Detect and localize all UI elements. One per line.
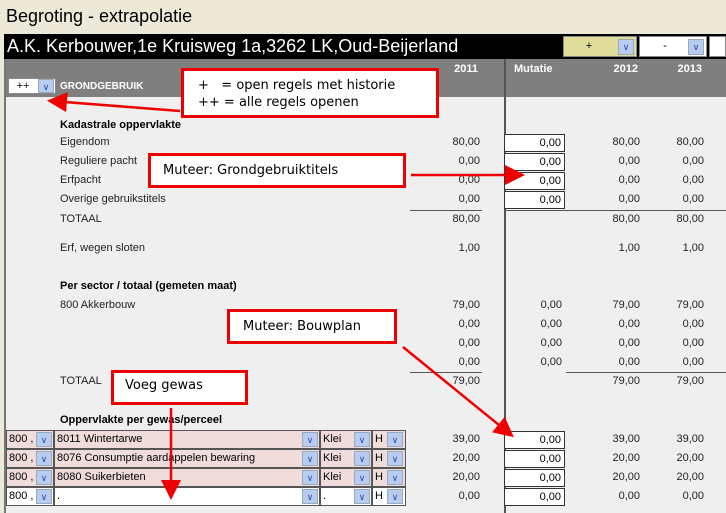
value-2012: 79,00: [612, 299, 640, 311]
chevron-down-icon[interactable]: ∨: [302, 451, 318, 466]
value-2013: 20,00: [676, 452, 704, 464]
value-2012: 0,00: [618, 356, 640, 368]
value-2011: 80,00: [452, 136, 480, 148]
code-select[interactable]: H: [372, 430, 406, 449]
sector-title: Per sector / totaal (gemeten maat): [60, 280, 237, 292]
chevron-down-icon[interactable]: ∨: [38, 79, 54, 93]
chevron-down-icon[interactable]: ∨: [36, 489, 52, 504]
crop-select[interactable]: 8011 Wintertarwe: [54, 430, 320, 449]
bouwplan-callout: Muteer: Bouwplan: [227, 309, 397, 344]
value-2012: 0,00: [618, 337, 640, 349]
chevron-down-icon[interactable]: ∨: [387, 489, 403, 504]
value-2013: 0,00: [682, 155, 704, 167]
chevron-down-icon[interactable]: ∨: [354, 451, 370, 466]
row-label: Reguliere pacht: [60, 155, 138, 167]
value-2013: 80,00: [676, 136, 704, 148]
value-2013: 0,00: [682, 174, 704, 186]
value-2013: 0,00: [682, 318, 704, 330]
value-2011: 0,00: [458, 174, 480, 186]
chevron-down-icon[interactable]: ∨: [354, 470, 370, 485]
total-2013: 80,00: [676, 213, 704, 225]
value-2013: 0,00: [682, 356, 704, 368]
mutatie-input[interactable]: 0,00: [504, 469, 565, 487]
row-label: 800 Akkerbouw: [60, 299, 136, 311]
value-2012: 80,00: [612, 136, 640, 148]
value-2013: 0,00: [682, 193, 704, 205]
sector-select[interactable]: 800 ,: [6, 430, 54, 449]
value-2011: 0,00: [458, 490, 480, 502]
value-2011: 0,00: [458, 356, 480, 368]
gewas-title: Oppervlakte per gewas/perceel: [60, 414, 223, 426]
value-2011: 20,00: [452, 471, 480, 483]
voeg-gewas-callout: Voeg gewas: [111, 370, 248, 405]
chevron-down-icon[interactable]: ∨: [387, 470, 403, 485]
mutatie-input[interactable]: 0,00: [504, 172, 565, 190]
value-mutatie: 0,00: [540, 337, 562, 349]
chevron-down-icon[interactable]: ∨: [302, 489, 318, 504]
sector-select[interactable]: 800 ,: [6, 487, 54, 506]
sector-select[interactable]: 800 ,: [6, 449, 54, 468]
chevron-down-icon[interactable]: ∨: [36, 432, 52, 447]
value-2011: 39,00: [452, 433, 480, 445]
col-2012: 2012: [613, 63, 638, 75]
value-2011: 0,00: [458, 155, 480, 167]
total-2013: 79,00: [676, 375, 704, 387]
crop-select[interactable]: .: [54, 487, 320, 506]
row-label: Eigendom: [60, 136, 110, 148]
chevron-down-icon[interactable]: ∨: [36, 470, 52, 485]
kadastraal-title: Kadastrale oppervlakte: [60, 119, 182, 131]
total-label: TOTAAL: [60, 213, 102, 225]
value-2012: 20,00: [612, 452, 640, 464]
value-mutatie: 0,00: [540, 299, 562, 311]
value-2013: 20,00: [676, 471, 704, 483]
chevron-down-icon[interactable]: ∨: [354, 432, 370, 447]
mutatie-input[interactable]: 0,00: [504, 191, 565, 209]
chevron-down-icon[interactable]: ∨: [302, 432, 318, 447]
mutatie-input[interactable]: 0,00: [504, 431, 565, 449]
col-2013: 2013: [677, 63, 702, 75]
crop-select[interactable]: 8076 Consumptie aardappelen bewaring: [54, 449, 320, 468]
value-2011: 79,00: [452, 299, 480, 311]
col-2011: 2011: [454, 63, 478, 75]
chevron-down-icon[interactable]: ∨: [36, 451, 52, 466]
row-label: Overige gebruikstitels: [60, 193, 166, 205]
value-2012: 0,00: [618, 490, 640, 502]
code-select[interactable]: H: [372, 487, 406, 506]
chevron-down-icon[interactable]: ∨: [387, 451, 403, 466]
code-select[interactable]: H: [372, 468, 406, 487]
value-2011: 0,00: [458, 193, 480, 205]
value-mutatie: 0,00: [540, 356, 562, 368]
mutatie-input[interactable]: 0,00: [504, 450, 565, 468]
value-2013: 0,00: [682, 490, 704, 502]
value-2011: 20,00: [452, 452, 480, 464]
mutatie-input[interactable]: 0,00: [504, 134, 565, 152]
soil-select[interactable]: Klei: [320, 430, 372, 449]
chevron-down-icon[interactable]: ∨: [354, 489, 370, 504]
value-2011: 0,00: [458, 318, 480, 330]
mutatie-input[interactable]: 0,00: [504, 153, 565, 171]
chevron-down-icon[interactable]: ∨: [387, 432, 403, 447]
soil-select[interactable]: Klei: [320, 449, 372, 468]
value-2012: 0,00: [618, 193, 640, 205]
crop-select[interactable]: 8080 Suikerbieten: [54, 468, 320, 487]
row-label: Erfpacht: [60, 174, 101, 186]
legend-callout: + = open regels met historie ++ = alle regels openen: [181, 68, 439, 118]
soil-select[interactable]: Klei: [320, 468, 372, 487]
farm-name: A.K. Kerbouwer,1e Kruisweg 1a,3262 LK,Oud-Beijerland: [7, 36, 459, 56]
section-title: GRONDGEBRUIK: [60, 81, 144, 92]
chevron-down-icon[interactable]: ∨: [688, 39, 704, 55]
value-2011: 0,00: [458, 337, 480, 349]
worksheet: ++ ∨ GRONDGEBRUIK 2011 Mutatie 2012 2013 Kadastrale oppervlakte Eigendom 80,00 0,00 80,00 80,00 Reguliere pacht 0,00 0,00 0,00 0,00 Erfpacht 0,00 0,00 0,00 0,00 Overige gebruikstitels 0,00 0,00 0,00 0,00 TOTAAL 80,00 80,00 80,00 Erf, wegen sloten 1,00 1,00 1,00 Per sector / totaal (gemeten maat) 800 Akkerbouw 79,00 0,00 79,00 79,00 0,00 0,00 0,00 0,00 0,00 0,00 0,00 0,00 0,00 0,00 0,00 0,00 TOTAAL 79,00 79,00 79,00 Oppervlakte per gewas/perceel 800 , ∨ 8011 Wintertarwe ∨ Klei ∨ H ∨ 39,00 0,00 39,00 39,00 800 , ∨ 8076 Consumptie aardappelen bewaring ∨ Klei ∨ H ∨ 20,00 0,00 20,00 20,00 800 , ∨ 8080 Suikerbieten ∨ Klei ∨ H ∨ 20,00 0,00 20,00 20,00 800 , ∨ . ∨ . ∨ H ∨ 0,00 0,00 0,00 0,00: [4, 59, 726, 513]
total-2011: 80,00: [452, 213, 480, 225]
value-2012: 39,00: [612, 433, 640, 445]
sector-select[interactable]: 800 ,: [6, 468, 54, 487]
code-select[interactable]: H: [372, 449, 406, 468]
total-2012: 80,00: [612, 213, 640, 225]
total-2012: 79,00: [612, 375, 640, 387]
mutatie-input[interactable]: 0,00: [504, 488, 565, 506]
value-2013: 79,00: [676, 299, 704, 311]
open-rows-select[interactable]: ++ ∨: [8, 78, 56, 94]
col-mutatie: Mutatie: [514, 63, 553, 75]
total-label: TOTAAL: [60, 375, 102, 387]
value-2013: 39,00: [676, 433, 704, 445]
value-2012: 20,00: [612, 471, 640, 483]
window-title: Begroting - extrapolatie: [6, 6, 193, 26]
value-2012: 0,00: [618, 318, 640, 330]
grondgebruik-callout: Muteer: Grondgebruiktitels: [148, 153, 406, 188]
erf-label: Erf, wegen sloten: [60, 242, 145, 254]
mode-select[interactable]: - ∨: [639, 36, 707, 57]
value-2012: 0,00: [618, 155, 640, 167]
history-select[interactable]: + ∨: [563, 36, 637, 57]
value-2012: 0,00: [618, 174, 640, 186]
value-2013: 0,00: [682, 337, 704, 349]
value-mutatie: 0,00: [540, 318, 562, 330]
soil-select[interactable]: .: [320, 487, 372, 506]
chevron-down-icon[interactable]: ∨: [302, 470, 318, 485]
total-2011: 79,00: [452, 375, 480, 387]
chevron-down-icon[interactable]: ∨: [618, 39, 634, 55]
